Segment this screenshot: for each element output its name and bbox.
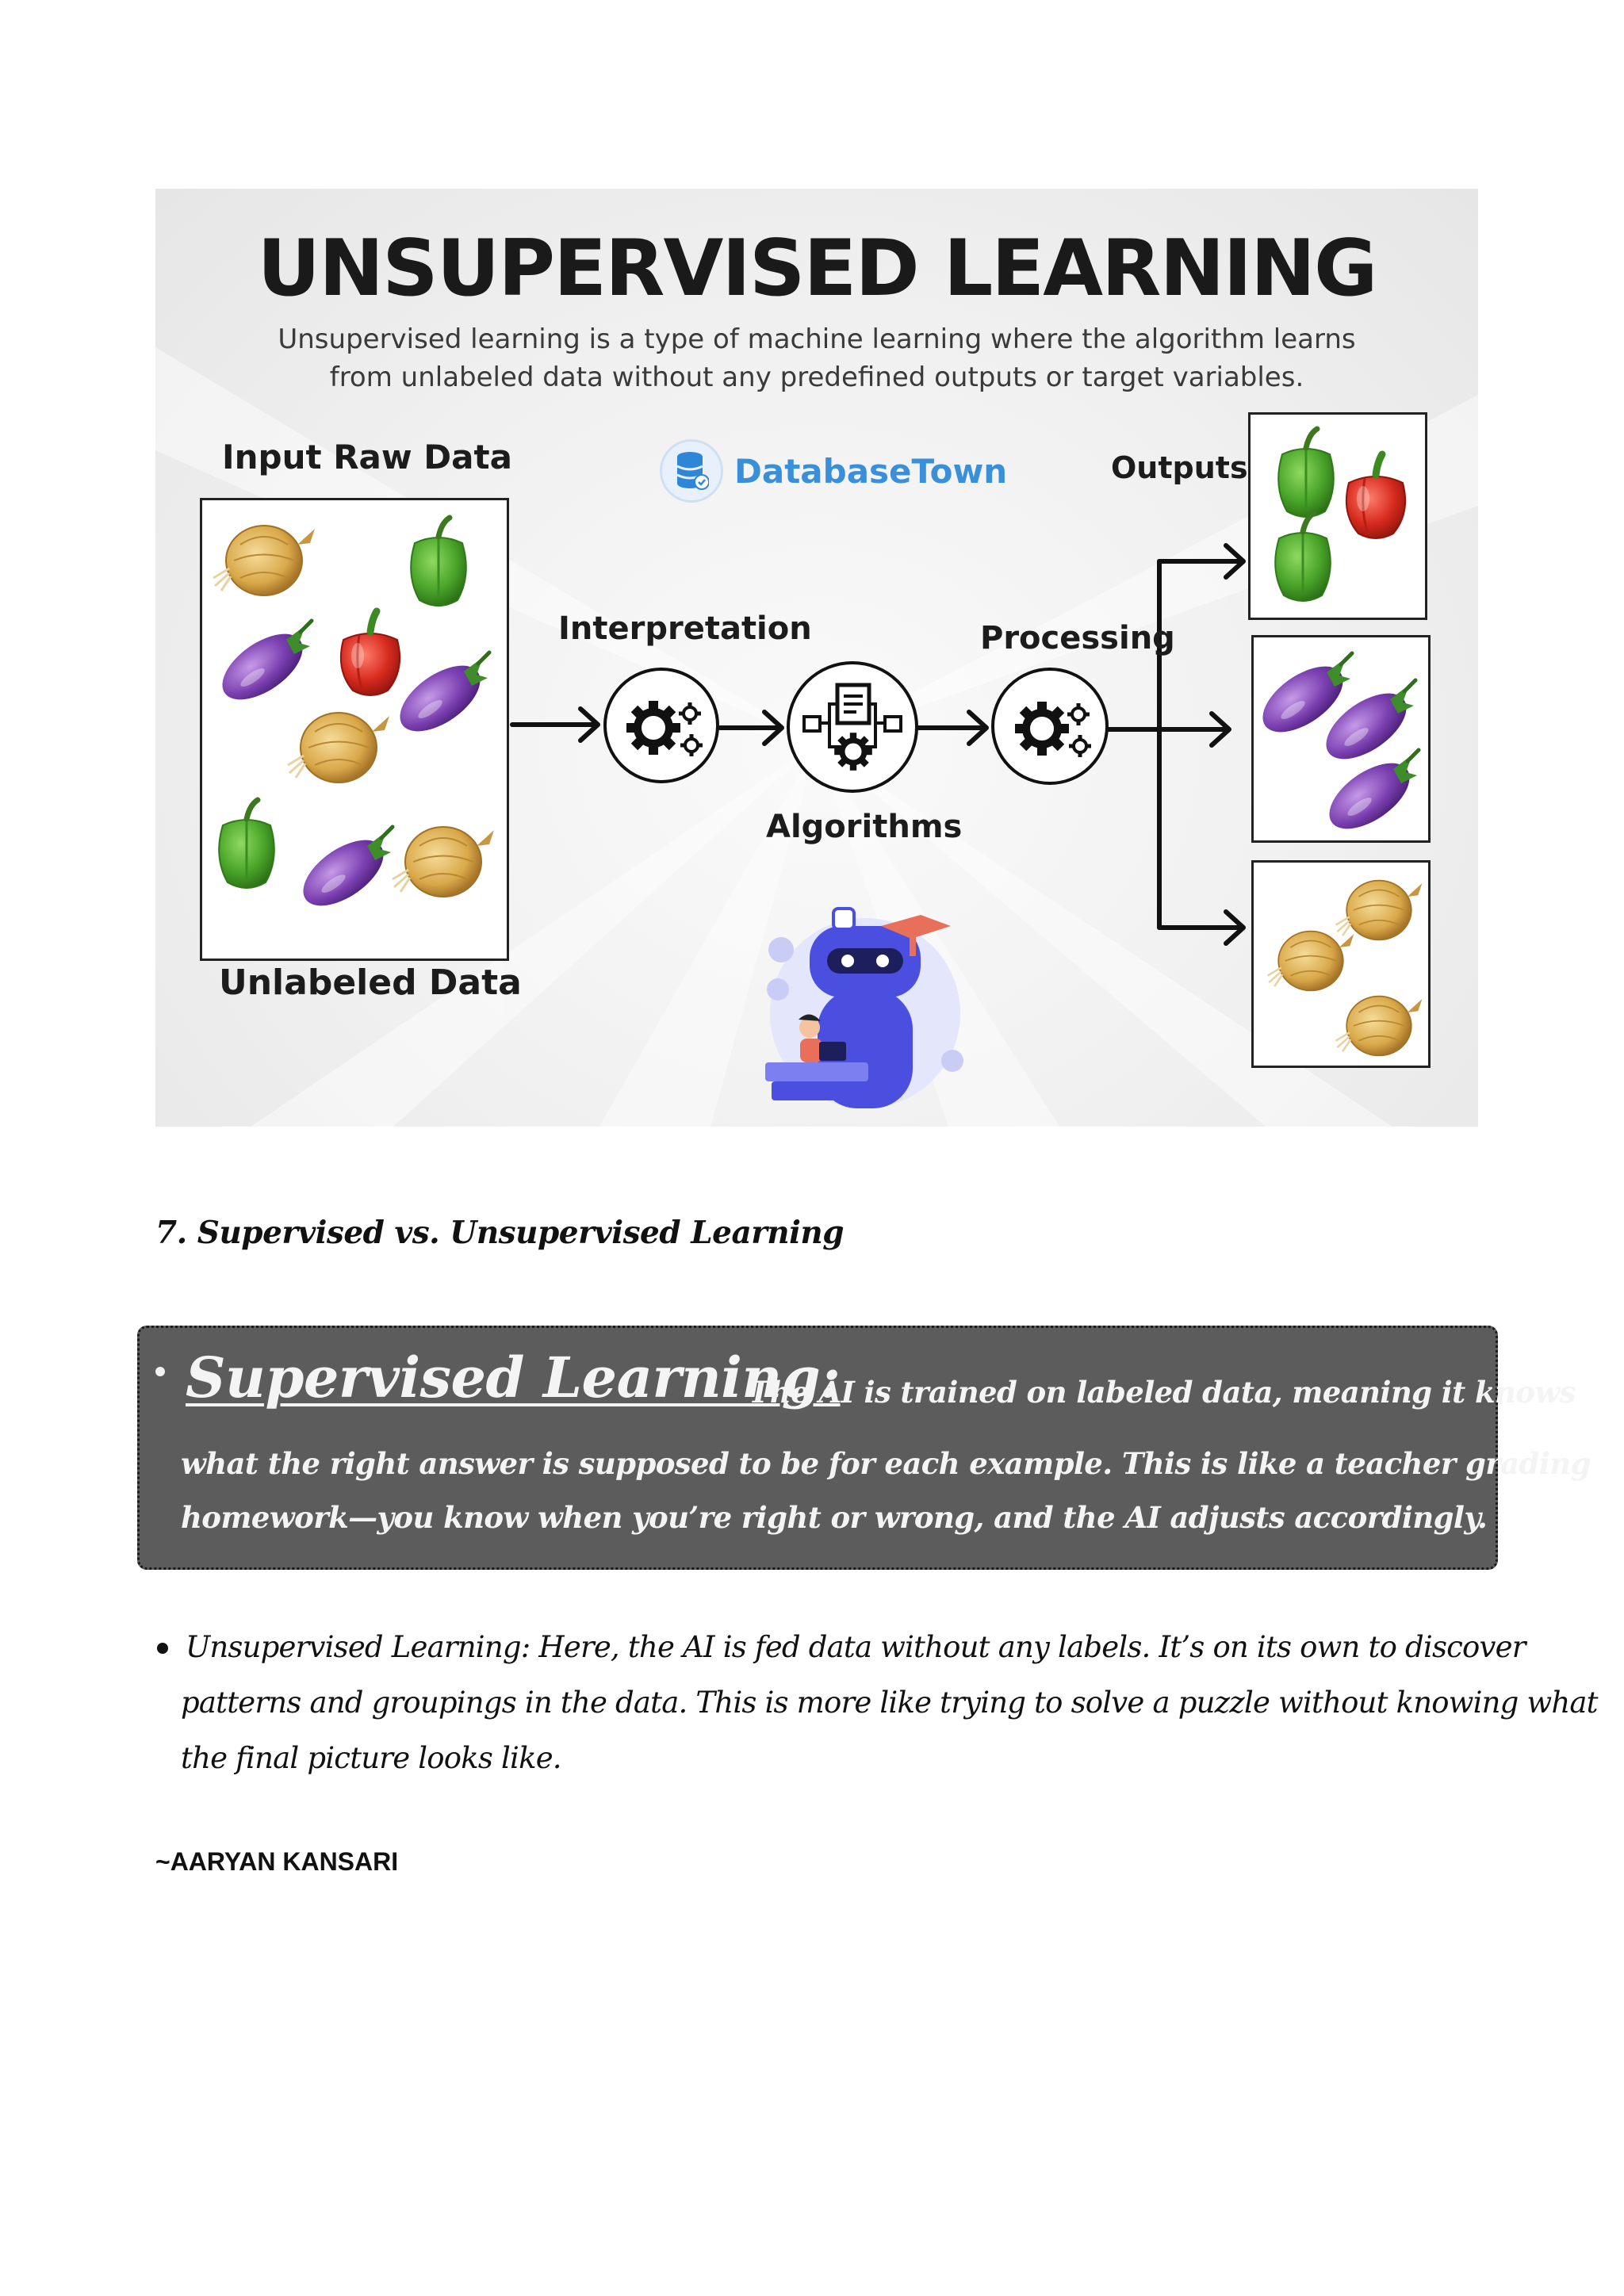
unsupervised-text-line: patterns and groupings in the data. This is more like trying to solve a puzzle without knowing what bbox=[181, 1686, 1598, 1720]
processing-gear-icon bbox=[991, 668, 1109, 785]
green-pepper-icon bbox=[1278, 429, 1334, 517]
onion-icon bbox=[1336, 881, 1423, 940]
bullet-icon bbox=[155, 1367, 165, 1376]
green-pepper-icon bbox=[1275, 513, 1331, 601]
output-cluster-onions bbox=[1251, 860, 1431, 1068]
unsupervised-text-line: the final picture looks like. bbox=[181, 1741, 561, 1775]
algorithm-document-icon bbox=[787, 661, 918, 793]
infographic-title: UNSUPERVISED LEARNING bbox=[257, 224, 1377, 314]
robot-learning-illustration bbox=[754, 894, 976, 1124]
algorithms-label: Algorithms bbox=[766, 809, 963, 845]
output-cluster-peppers bbox=[1248, 412, 1427, 620]
input-raw-data-label: Input Raw Data bbox=[222, 438, 512, 476]
unlabeled-data-label: Unlabeled Data bbox=[219, 962, 522, 1003]
unsupervised-learning-infographic bbox=[155, 189, 1478, 1127]
output-cluster-eggplants bbox=[1251, 635, 1431, 843]
brand-name: DatabaseTown bbox=[734, 451, 1008, 491]
red-pepper-icon bbox=[1346, 454, 1405, 538]
outputs-label: Outputs bbox=[1111, 450, 1248, 485]
description-line: Unsupervised learning is a type of machine learning where the algorithm learns bbox=[278, 323, 1356, 355]
section-heading: 7. Supervised vs. Unsupervised Learning bbox=[155, 1215, 845, 1251]
author-signature: ~AARYAN KANSARI bbox=[155, 1847, 399, 1876]
supervised-text-line: homework—you know when you’re right or wrong, and the AI adjusts accordingly. bbox=[181, 1500, 1488, 1535]
interpretation-label: Interpretation bbox=[558, 610, 812, 647]
eggplant-icon bbox=[1318, 750, 1420, 840]
supervised-learning-term: Supervised Learning: bbox=[186, 1345, 841, 1410]
supervised-text-line: what the right answer is supposed to be for each example. This is like a teacher grading bbox=[181, 1446, 1591, 1481]
processing-label: Processing bbox=[980, 620, 1175, 656]
onion-icon bbox=[1336, 997, 1423, 1056]
unsupervised-text-line: Unsupervised Learning: Here, the AI is fed data without any labels. It’s on its own to discover bbox=[186, 1630, 1526, 1664]
onion-icon bbox=[1268, 932, 1354, 991]
interpretation-gear-icon bbox=[603, 668, 719, 783]
description-line: from unlabeled data without any predefined outputs or target variables. bbox=[329, 362, 1304, 393]
supervised-text-line: The AI is trained on labeled data, meaning it knows bbox=[749, 1375, 1576, 1410]
bullet-icon bbox=[157, 1643, 168, 1654]
